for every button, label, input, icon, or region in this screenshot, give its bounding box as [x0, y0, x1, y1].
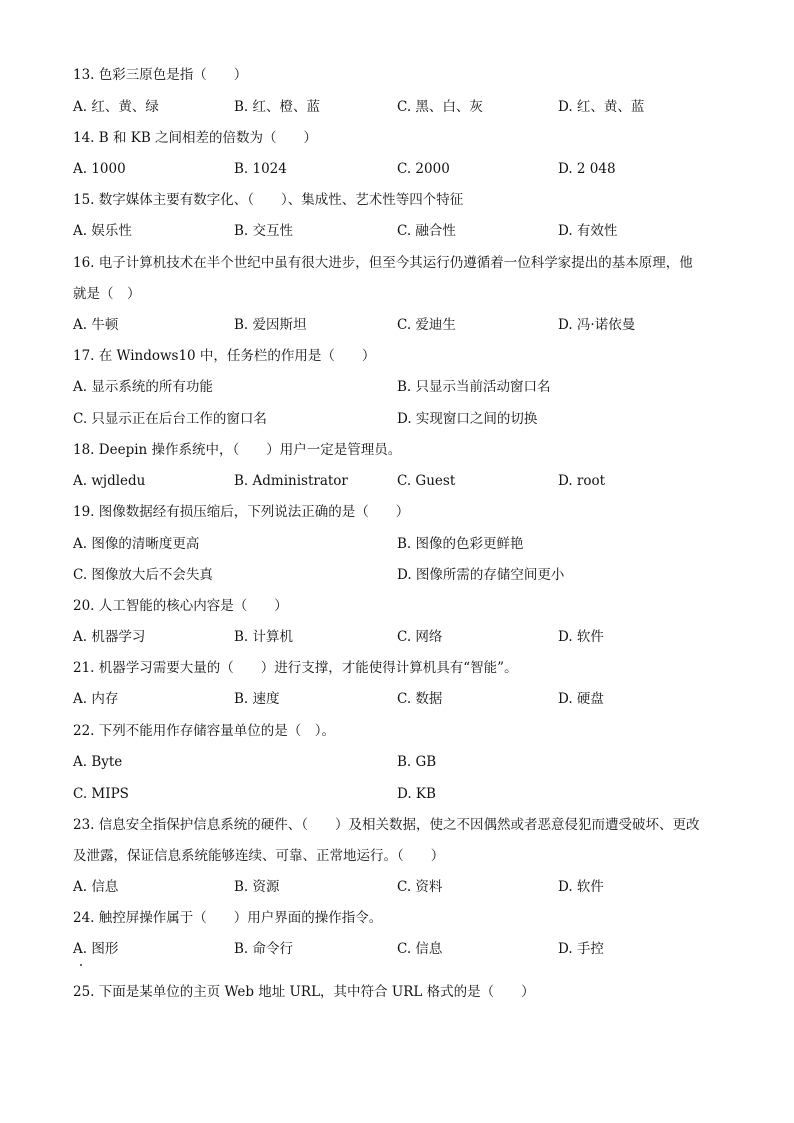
question-25-stem: 25. 下面是某单位的主页 Web 地址 URL，其中符合 URL 格式的是（ ）: [73, 984, 535, 1000]
option-c: C. MIPS: [73, 786, 129, 802]
stray-mark: [80, 964, 82, 966]
option-a: A. 内存: [73, 691, 119, 707]
question-24-stem: 24. 触控屏操作属于（ ）用户界面的操作指令。: [73, 910, 383, 926]
option-b: B. 图像的色彩更鲜艳: [397, 536, 524, 552]
question-13-stem: 13. 色彩三原色是指（ ）: [73, 67, 248, 83]
option-d: D. 红、黄、蓝: [558, 99, 645, 115]
option-a: A. wjdledu: [73, 473, 146, 489]
option-b: B. 速度: [234, 691, 280, 707]
option-c: C. 2000: [397, 161, 450, 177]
option-d: D. 图像所需的存储空间更小: [397, 567, 565, 583]
option-c: C. 只显示正在后台工作的窗口名: [73, 411, 267, 427]
option-d: D. root: [558, 473, 606, 489]
question-14-options: [0, 160, 794, 178]
option-d: D. 冯·诺依曼: [558, 317, 636, 333]
option-d: D. 手控: [558, 941, 604, 957]
option-b: B. 爱因斯坦: [234, 317, 307, 333]
question-21-stem: 21. 机器学习需要大量的（ ）进行支撑，才能使得计算机具有“智能”。: [73, 660, 518, 676]
option-b: B. 计算机: [234, 629, 294, 645]
option-a: A. 1000: [73, 161, 126, 177]
option-a: A. 牛顿: [73, 317, 119, 333]
question-19-options-row1: [0, 535, 794, 553]
question-16-stem-line1: 16. 电子计算机技术在半个世纪中虽有很大进步，但至今其运行仍遵循着一位科学家提出的基本原理，他: [73, 255, 693, 271]
option-b: B. 资源: [234, 879, 280, 895]
question-23-options: [0, 878, 794, 896]
option-a: A. Byte: [73, 754, 123, 770]
question-22-options-row1: [0, 753, 794, 771]
option-a: A. 显示系统的所有功能: [73, 379, 213, 395]
question-15-options: [0, 222, 794, 240]
question-17-options-row2: [0, 410, 794, 428]
option-b: B. 只显示当前活动窗口名: [397, 379, 551, 395]
option-c: C. 融合性: [397, 223, 456, 239]
option-c: C. Guest: [397, 473, 456, 489]
option-b: B. 1024: [234, 161, 287, 177]
option-a: A. 机器学习: [73, 629, 146, 645]
question-16-stem-line2: 就是（ ）: [73, 286, 141, 302]
question-23-stem-line2: 及泄露，保证信息系统能够连续、可靠、正常地运行。（ ）: [73, 848, 445, 864]
question-16-options: [0, 316, 794, 334]
option-a: A. 图形: [73, 941, 119, 957]
question-19-stem: 19. 图像数据经有损压缩后，下列说法正确的是（ ）: [73, 504, 410, 520]
question-23-stem-line1: 23. 信息安全指保护信息系统的硬件、（ ）及相关数据，使之不因偶然或者恶意侵犯而遭受破坏、更改: [73, 817, 700, 833]
option-d: D. 2 048: [558, 161, 616, 177]
option-c: C. 信息: [397, 941, 443, 957]
option-d: D. 有效性: [558, 223, 618, 239]
option-d: D. KB: [397, 786, 436, 802]
option-a: A. 图像的清晰度更高: [73, 536, 200, 552]
question-20-options: [0, 628, 794, 646]
option-a: A. 信息: [73, 879, 119, 895]
question-24-options: [0, 940, 794, 958]
question-22-options-row2: [0, 785, 794, 803]
question-18-stem: 18. Deepin 操作系统中，（ ）用户一定是管理员。: [73, 442, 402, 458]
option-b: B. 命令行: [234, 941, 294, 957]
question-19-options-row2: [0, 566, 794, 584]
option-c: C. 数据: [397, 691, 443, 707]
option-b: B. GB: [397, 754, 437, 770]
question-21-options: [0, 690, 794, 708]
option-d: D. 硬盘: [558, 691, 604, 707]
option-a: A. 红、黄、绿: [73, 99, 159, 115]
question-13-options: [0, 98, 794, 116]
question-18-options: [0, 472, 794, 490]
option-d: D. 软件: [558, 629, 604, 645]
option-c: C. 爱迪生: [397, 317, 456, 333]
option-a: A. 娱乐性: [73, 223, 132, 239]
option-c: C. 网络: [397, 629, 443, 645]
option-b: B. 交互性: [234, 223, 294, 239]
question-14-stem: 14. B 和 KB 之间相差的倍数为（ ）: [73, 130, 318, 146]
question-20-stem: 20. 人工智能的核心内容是（ ）: [73, 598, 288, 614]
option-b: B. 红、橙、蓝: [234, 99, 321, 115]
question-15-stem: 15. 数字媒体主要有数字化、（ ）、集成性、艺术性等四个特征: [73, 192, 464, 208]
option-d: D. 软件: [558, 879, 604, 895]
option-c: C. 图像放大后不会失真: [73, 567, 213, 583]
question-22-stem: 22. 下列不能用作存储容量单位的是（ ）。: [73, 723, 336, 739]
option-b: B. Administrator: [234, 473, 348, 489]
question-17-stem: 17. 在 Windows10 中，任务栏的作用是（ ）: [73, 348, 376, 364]
option-d: D. 实现窗口之间的切换: [397, 411, 538, 427]
question-17-options-row1: [0, 378, 794, 396]
option-c: C. 黑、白、灰: [397, 99, 483, 115]
option-c: C. 资料: [397, 879, 443, 895]
